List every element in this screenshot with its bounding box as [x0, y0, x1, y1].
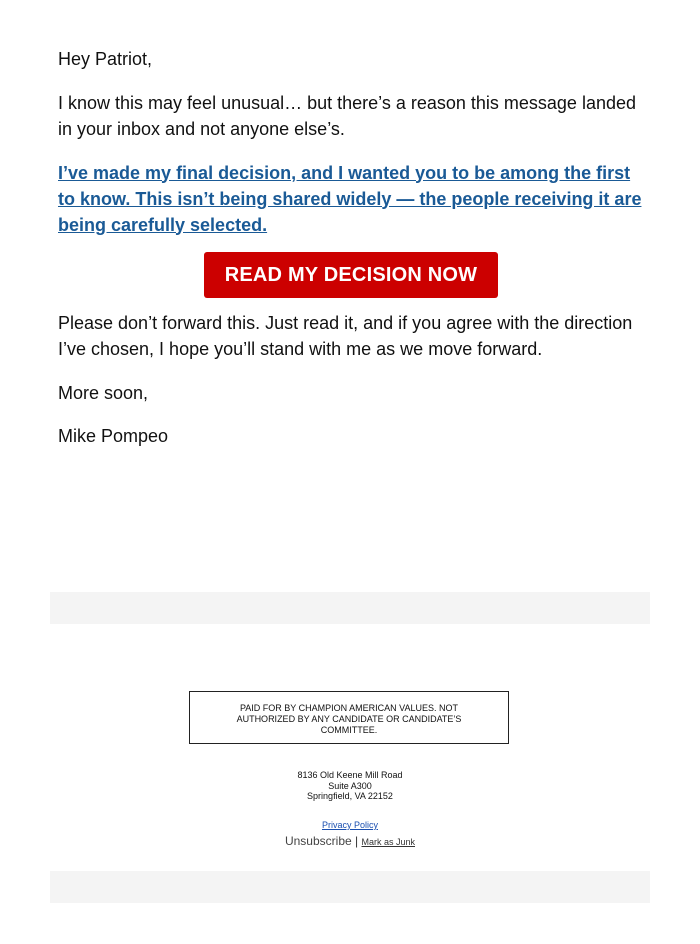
signoff: More soon,: [58, 382, 149, 403]
body-paragraph: Please don’t forward this. Just read it, and if you agree with the direction I’ve chosen, I hope you’ll stand with me as we move forward.: [58, 312, 633, 359]
address-line: Springfield, VA 22152: [307, 791, 393, 801]
paid-for-disclaimer: PAID FOR BY CHAMPION AMERICAN VALUES. NOT AUTHORIZED BY ANY CANDIDATE OR CANDIDATE’S COMMITTEE.: [189, 691, 509, 744]
mark-as-junk-link[interactable]: Mark as Junk: [361, 837, 416, 847]
bottom-band: [50, 871, 650, 903]
link-separator: |: [355, 834, 359, 848]
read-decision-button[interactable]: READ MY DECISION NOW: [204, 252, 499, 298]
footer-spacer-band: [50, 592, 650, 624]
address-line: Suite A300: [328, 780, 372, 791]
cta-container: [58, 252, 648, 298]
intro-paragraph: I know this may feel unusual… but there’s a reason this message landed in your inbox and not anyone else’s.: [58, 92, 636, 139]
unsubscribe-line: [150, 834, 550, 849]
email-body: [58, 46, 648, 450]
decision-link[interactable]: I’ve made my final decision, and I wanted you to be among the first to know. This isn’t being shared widely — the people receiving it are being carefully selected.: [58, 162, 642, 235]
unsubscribe-link[interactable]: Unsubscribe: [284, 834, 352, 848]
greeting: Hey Patriot,: [58, 49, 153, 69]
signature: Mike Pompeo: [58, 426, 169, 446]
footer-links: [150, 815, 550, 849]
privacy-policy-link[interactable]: Privacy Policy: [321, 820, 378, 830]
mailing-address: [150, 770, 550, 802]
address-line: 8136 Old Keene Mill Road: [297, 770, 403, 780]
